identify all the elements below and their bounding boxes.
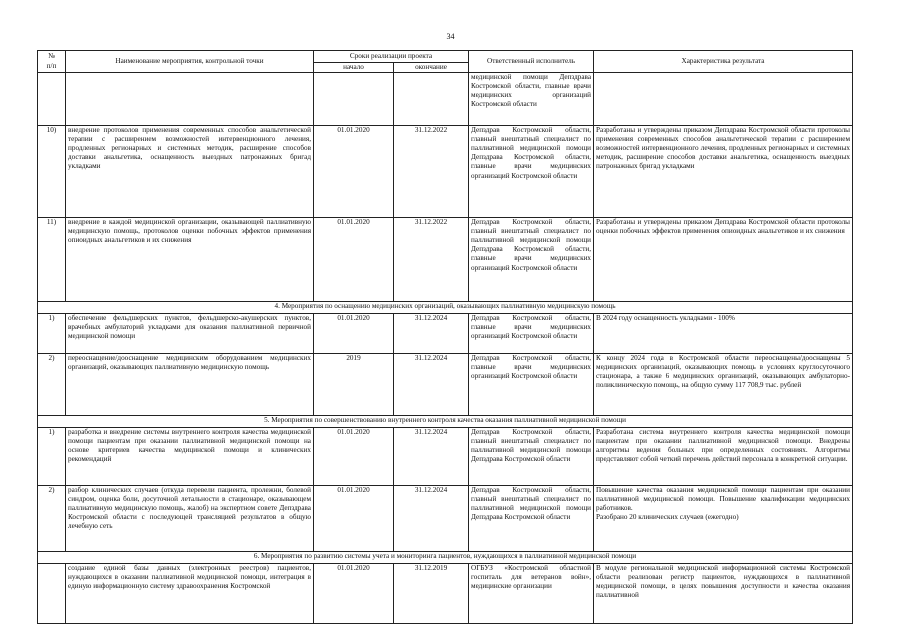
row-result — [594, 73, 853, 126]
row-start-date: 01.01.2020 — [314, 486, 394, 552]
table-body — [38, 73, 853, 624]
page-number: 34 — [446, 32, 455, 41]
header-end: окончание — [394, 63, 469, 73]
row-end-date: 31.12.2024 — [394, 486, 469, 552]
row-activity-name: внедрение в каждой медицинской организации, оказывающей паллиативную медицинскую помощь, протоколов оценки побочных эффектов применения опиоидных анальгетиков и их снижения — [66, 218, 314, 302]
row-responsible: медицинской помощи Депздрава Костромской области, главные врачи медицинских организаций Костромской области — [469, 73, 594, 126]
table-row — [38, 73, 853, 126]
row-start-date: 01.01.2020 — [314, 218, 394, 302]
row-end-date: 31.12.2024 — [394, 354, 469, 416]
header-responsible: Ответственный исполнитель — [469, 51, 594, 73]
row-end-date: 31.12.2024 — [394, 314, 469, 354]
header-terms: Сроки реализации проекта — [314, 51, 469, 63]
section-title: 6. Мероприятия по развитию системы учета и мониторинга пациентов, нуждающихся в паллиативной медицинской помощи — [38, 552, 853, 564]
section-row — [38, 416, 853, 428]
table-header — [38, 51, 853, 73]
row-number: 1) — [38, 428, 66, 486]
row-number: 2) — [38, 354, 66, 416]
row-number: 10) — [38, 126, 66, 218]
row-number: 11) — [38, 218, 66, 302]
row-activity-name: обеспечение фельдшерских пунктов, фельдшерско-акушерских пунктов, врачебных амбулаторий укладками для оказания паллиативной первичной медицинской помощи — [66, 314, 314, 354]
row-responsible: Депздрав Костромской области, главные врачи медицинских организаций Костромской области — [469, 354, 594, 416]
header-number: № п/п — [38, 51, 66, 73]
section-row — [38, 302, 853, 314]
row-end-date: 31.12.2022 — [394, 126, 469, 218]
row-responsible: ОГБУЗ «Костромской областной госпиталь для ветеранов войн», медицинские организации — [469, 564, 594, 624]
table-row — [38, 564, 853, 624]
row-result: В 2024 году оснащенность укладками - 100% — [594, 314, 853, 354]
row-activity-name: разработка и внедрение системы внутреннего контроля качества медицинской помощи пациентам при оказании паллиативной медицинской помощи на основе критериев качества медицинской помощи и клинических рекомендаций — [66, 428, 314, 486]
row-activity-name: внедрение протоколов применения современных способов анальгетической терапии с расширением возможностей интервенционного лечения, продленных регионарных и системных методик, расширение способов доставки анальгетика, оснащенность выездных патронажных бригад укладками — [66, 126, 314, 218]
row-activity-name: создание единой базы данных (электронных реестров) пациентов, нуждающихся в оказании паллиативной медицинской помощи, интеграция в единую информационную систему здравоохранения Костромской — [66, 564, 314, 624]
row-start-date: 01.01.2020 — [314, 564, 394, 624]
row-result: Разработаны и утверждены приказом Депздрава Костромской области протоколы применения современных способов анальгетической терапии с расширением возможностей интервенционного лечения, продленных регионарных и системных методик, расширение способов доставки анальгетика, оснащенность выездных патронажных бригад укладками — [594, 126, 853, 218]
row-end-date: 31.12.2019 — [394, 564, 469, 624]
row-number: 2) — [38, 486, 66, 552]
row-result: Повышение качества оказания медицинской помощи пациентам при оказании паллиативной медицинской помощи. Повышение квалификации медицинских работников. Разобрано 20 клинических случаев (ежегодно) — [594, 486, 853, 552]
row-result: К концу 2024 года в Костромской области переоснащены/дооснащены 5 медицинских организаций, оказывающих помощь в условиях круглосуточного стационара, а также 6 медицинских организаций, оказывающих амбулаторно-поликлиническую помощь, на общую сумму 117 708,9 тыс. рублей — [594, 354, 853, 416]
row-start-date: 2019 — [314, 354, 394, 416]
table-row — [38, 354, 853, 416]
header-name: Наименование мероприятия, контрольной точки — [66, 51, 314, 73]
row-result: Разработаны и утверждены приказом Депздрава Костромской области протоколы оценки побочных эффектов применения опиоидных анальгетиков и их снижения — [594, 218, 853, 302]
row-responsible: Депздрав Костромской области, главный внештатный специалист по паллиативной медицинской помощи Депздрава Костромской области — [469, 486, 594, 552]
row-activity-name: разбор клинических случаев (откуда перевели пациента, пролежни, болевой синдром, оценка боли, досуточной летальности в стационаре, оказывающем паллиативную медицинскую помощь, жалоб) на экспертном совете Депздрава Костромской области с последующей трансляцией результатов в общую лечебную сеть — [66, 486, 314, 552]
row-end-date: 31.12.2022 — [394, 218, 469, 302]
row-start-date: 01.01.2020 — [314, 428, 394, 486]
table-row — [38, 428, 853, 486]
row-result: Разработана система внутреннего контроля качества медицинской помощи пациентам при оказании паллиативной медицинской помощи. Внедрены алгоритмы ведения больных при определенных состояниях. Алгоритмы представляют собой четкий перечень действий персонала в конкретной ситуации. — [594, 428, 853, 486]
table-row — [38, 486, 853, 552]
row-end-date: 31.12.2024 — [394, 428, 469, 486]
row-number: 1) — [38, 314, 66, 354]
row-responsible: Депздрав Костромской области, главный внештатный специалист по паллиативной медицинской помощи Депздрава Костромской области, главные врачи медицинских организаций Костромской области — [469, 218, 594, 302]
row-start-date: 01.01.2020 — [314, 126, 394, 218]
section-row — [38, 552, 853, 564]
header-result: Характеристика результата — [594, 51, 853, 73]
row-number — [38, 564, 66, 624]
row-result: В модуле региональной медицинской информационной системы Костромской области реализован регистр пациентов, нуждающихся в паллиативной медицинской помощи, в целях повышения доступности и качества оказания паллиативной — [594, 564, 853, 624]
row-responsible: Депздрав Костромской области, главные врачи медицинских организаций Костромской области — [469, 314, 594, 354]
row-start-date — [314, 73, 394, 126]
table-row — [38, 314, 853, 354]
row-number — [38, 73, 66, 126]
row-end-date — [394, 73, 469, 126]
header-start: начало — [314, 63, 394, 73]
section-title: 5. Мероприятия по совершенствованию внутреннего контроля качества оказания паллиативной медицинской помощи — [38, 416, 853, 428]
activities-table — [37, 50, 853, 624]
section-title: 4. Мероприятия по оснащению медицинских организаций, оказывающих паллиативную медицинскую помощь — [38, 302, 853, 314]
row-activity-name: переоснащение/дооснащение медицинским оборудованием медицинских организаций, оказывающих паллиативную медицинскую помощь — [66, 354, 314, 416]
row-responsible: Депздрав Костромской области, главный внештатный специалист по паллиативной медицинской помощи Депздрава Костромской области, главные врачи медицинских организаций Костромской области — [469, 126, 594, 218]
row-start-date: 01.01.2020 — [314, 314, 394, 354]
table-row — [38, 126, 853, 218]
table-row — [38, 218, 853, 302]
row-activity-name — [66, 73, 314, 126]
row-responsible: Депздрав Костромской области, главный внештатный специалист по паллиативной медицинской помощи Депздрава Костромской области — [469, 428, 594, 486]
